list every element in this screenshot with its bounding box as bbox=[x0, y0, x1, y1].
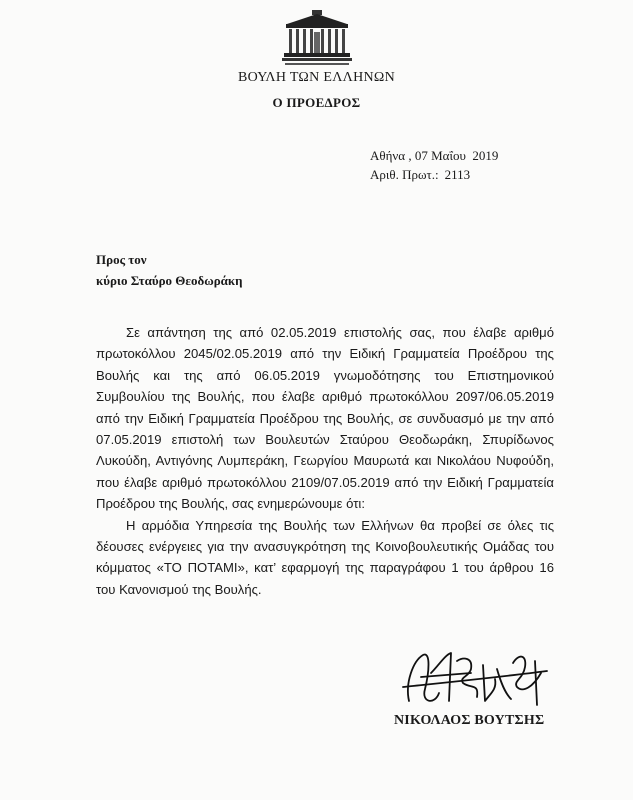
parliament-building-icon bbox=[282, 8, 352, 68]
institution-name: ΒΟΥΛΗ ΤΩΝ ΕΛΛΗΝΩΝ bbox=[237, 70, 396, 85]
protocol-label: Αριθ. Πρωτ.: bbox=[370, 167, 439, 182]
protocol-line bbox=[370, 165, 498, 184]
letter-body bbox=[96, 322, 554, 600]
handwritten-signature-icon bbox=[401, 643, 551, 711]
signer-name: ΝΙΚΟΛΑΟΣ ΒΟΥΤΣΗΣ bbox=[394, 713, 545, 728]
body-paragraph-1: Σε απάντηση της από 02.05.2019 επιστολής σας, που έλαβε αριθμό πρωτοκόλλου 2045/02.05.2019 από την Ειδική Γραμματεία Προέδρου της Βουλής και της από 06.05.2019 γνωμοδότησης του Επιστημονικού Συμβουλίου της Βουλής, που έλαβε αριθμό πρωτοκόλλου 2097/06.05.2019 από την Ειδική Γραμματεία Προέδρου της Βουλής, σε συνδυασμό με την από 07.05.2019 επιστολή των Βουλευτών Σταύρου Θεοδωράκη, Σπυρίδωνος Λυκούδη, Αντιγόνης Λυμπεράκη, Γεωργίου Μαυρωτά και Νικολάου Νυφούδη, που έλαβε αριθμό πρωτοκόλλου 2109/07.05.2019 από την Ειδική Γραμματεία Προέδρου της Βουλής, σας ενημερώνουμε ότι: bbox=[96, 325, 554, 512]
letter-meta bbox=[370, 146, 498, 184]
body-paragraph-2: Η αρμόδια Υπηρεσία της Βουλής των Ελλήνων θα προβεί σε όλες τις δέουσες ενέργειες για την ανασυγκρότηση της Κοινοβουλευτικής Ομάδας του κόμματος «ΤΟ ΠΟΤΑΜΙ», κατ’ εφαρμογή της παραγράφου 1 του άρθρου 16 του Κανονισμού της Βουλής. bbox=[96, 517, 554, 597]
place-date: Αθήνα , 07 Μαΐου 2019 bbox=[370, 148, 499, 163]
office-title: Ο ΠΡΟΕΔΡΟΣ bbox=[272, 95, 361, 110]
recipient-salutation: Προς τον bbox=[96, 252, 147, 267]
recipient-block bbox=[96, 249, 243, 291]
protocol-number: 2113 bbox=[444, 167, 471, 182]
recipient-name: κύριο Σταύρο Θεοδωράκη bbox=[96, 273, 243, 288]
